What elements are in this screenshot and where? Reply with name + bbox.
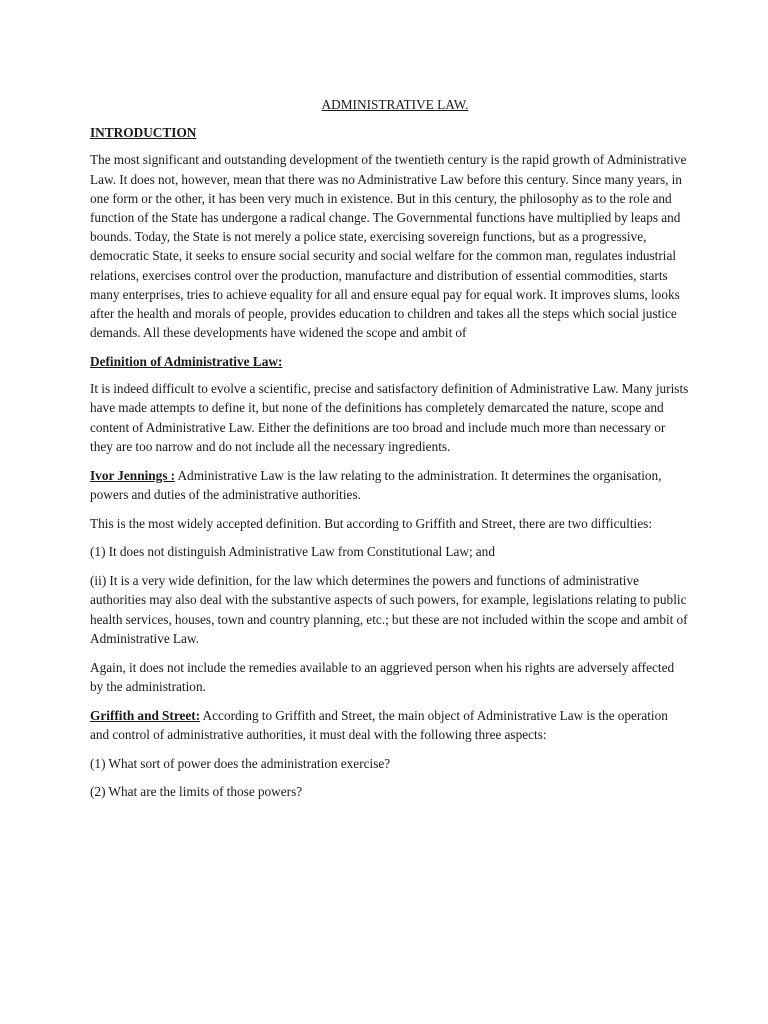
griffith-street-lead: Griffith and Street: [90,707,201,723]
document-body [90,95,690,811]
jennings-lead: Ivor Jennings : [90,467,176,483]
aspect-2-paragraph: (2) What are the limits of those powers? [90,784,303,800]
difficulty-1-paragraph: (1) It does not distinguish Administrative Law from Constitutional Law; and [90,544,495,560]
jennings-text: Administrative Law is the law relating to the administration. It determines the organisation, powers and duties of the administrative authorities. [90,467,662,502]
difficulty-2-paragraph: (ii) It is a very wide definition, for the law which determines the powers and functions of administrative authorities may also deal with the substantive aspects of such powers, for example, legislations relating to public health services, houses, town and country planning, etc.; but these are not included within the scope and ambit of Administrative Law. [90,573,688,646]
definition-heading: Definition of Administrative Law: [90,354,283,370]
remedies-paragraph: Again, it does not include the remedies available to an aggrieved person when his rights are adversely affected by the administration. [90,659,675,694]
aspect-1-paragraph: (1) What sort of power does the administration exercise? [90,755,391,771]
griffith-street-paragraph [90,706,690,744]
griffith-street-text: According to Griffith and Street, the main object of Administrative Law is the operation and control of administrative authorities, it must deal with the following three aspects: [90,707,668,742]
jennings-paragraph [90,466,690,504]
accepted-definition-paragraph: This is the most widely accepted definition. But according to Griffith and Street, there are two difficulties: [90,515,653,531]
document-title: ADMINISTRATIVE LAW. [321,97,469,112]
introduction-paragraph: The most significant and outstanding development of the twentieth century is the rapid growth of Administrative Law. It does not, however, mean that there was no Administrative Law before this century. Since many years, in one form or the other, it has been very much in existence. But in this century, the philosophy as to the role and function of the State has undergone a radical change. The Governmental functions have multiplied by leaps and bounds. Today, the State is not merely a police state, exercising sovereign functions, but as a progressive, democratic State, it seeks to ensure social security and social welfare for the common man, regulates industrial relations, exercises control over the production, manufacture and distribution of essential commodities, starts many enterprises, tries to achieve equality for all and ensure equal pay for equal work. It improves slums, looks after the health and morals of people, provides education to children and takes all the steps which social justice demands. All these developments have widened the scope and ambit of [90,152,687,341]
introduction-heading: INTRODUCTION [90,125,197,141]
definition-intro-paragraph: It is indeed difficult to evolve a scientific, precise and satisfactory definition of Administrative Law. Many jurists have made attempts to define it, but none of the definitions has completely demarcated the nature, scope and content of Administrative Law. Either the definitions are too broad and include much more than necessary or they are too narrow and do not include all the necessary ingredients. [90,381,689,454]
